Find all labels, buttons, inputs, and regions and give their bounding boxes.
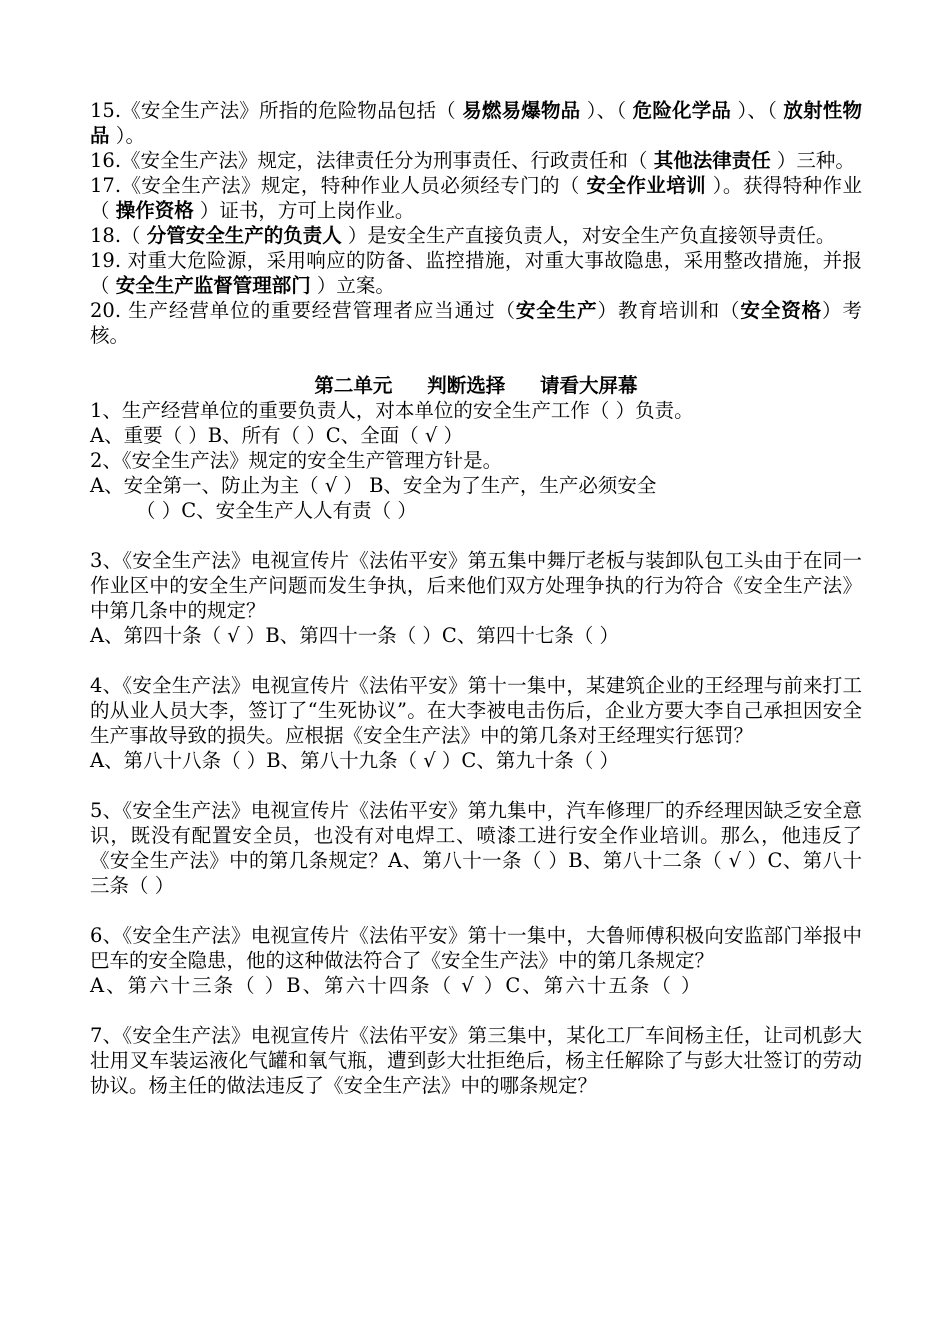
fill-item-text: ）教育培训和（	[597, 299, 741, 322]
fill-item	[90, 248, 862, 298]
fill-item-answer: 分管安全生产的负责人	[146, 224, 342, 247]
fill-item	[90, 148, 862, 173]
question-1: 1、生产经营单位的重要负责人，对本单位的安全生产工作（ ）负责。	[90, 399, 694, 422]
fill-item-text: 18.（	[90, 224, 147, 247]
question-6-options: A、第六十三条（ ）B、第六十四条（ √ ）C、第六十五条（ ）	[90, 974, 703, 997]
fill-item-text: ）三种。	[770, 149, 855, 172]
question-1-options: A、重要（ ）B、所有（ ）C、全面（ √ ）	[90, 424, 464, 447]
fill-item	[90, 223, 862, 248]
heading-type: 判断选择	[427, 374, 506, 397]
heading-unit: 第二单元	[314, 374, 393, 397]
fill-item-answer: 危险化学品	[632, 99, 732, 122]
fill-item-answer: 操作资格	[115, 199, 194, 222]
section-heading	[90, 373, 862, 398]
question-3-options: A、第四十条（ √ ）B、第四十一条（ ）C、第四十七条（ ）	[90, 624, 620, 647]
fill-item-text: ）立案。	[310, 274, 395, 297]
fill-blank-section	[90, 98, 862, 348]
fill-item-answer: 安全生产监督管理部门	[115, 274, 311, 297]
fill-item-answer: 安全资格	[740, 299, 823, 322]
fill-item-answer: 放射性物品	[90, 99, 862, 147]
heading-note: 请看大屏幕	[540, 374, 638, 397]
fill-item-text: ）、（	[731, 99, 784, 122]
question-2-options-line1: A、安全第一、防止为主（ √ ） B、安全为了生产，生产必须安全	[90, 474, 657, 497]
fill-item-text: 15.《安全生产法》所指的危险物品包括（	[90, 99, 463, 122]
question-3: 3、《安全生产法》电视宣传片《法佑平安》第五集中舞厅老板与装卸队包工头由于在同一作业区中的安全生产问题而发生争执，后来他们双方处理争执的行为符合《安全生产法》中第几条中的规定？	[90, 549, 862, 622]
fill-item-answer: 安全作业培训	[586, 174, 707, 197]
fill-item-text: ）。获得特种作业（	[90, 174, 862, 222]
question-7: 7、《安全生产法》电视宣传片《法佑平安》第三集中，某化工厂车间杨主任，让司机彭大壮用叉车装运液化气罐和氧气瓶，遭到彭大壮拒绝后，杨主任解除了与彭大壮签订的劳动协议。杨主任的做法违反了《安全生产法》中的哪条规定？	[90, 1024, 862, 1097]
question-2-options-line2: （ ）C、安全生产人人有责（ ）	[136, 499, 417, 522]
fill-item-answer: 其他法律责任	[653, 149, 771, 172]
fill-item-text: 16.《安全生产法》规定，法律责任分为刑事责任、行政责任和（	[90, 149, 654, 172]
fill-item-text: 17.《安全生产法》规定，特种作业人员必须经专门的（	[90, 174, 587, 197]
document-page	[90, 98, 862, 1098]
question-5: 5、《安全生产法》电视宣传片《法佑平安》第九集中，汽车修理厂的乔经理因缺乏安全意识，既没有配置安全员，也没有对电焊工、喷漆工进行安全作业培训。那么，他违反了《安全生产法》中的第几条规定？A、第八十一条（ ）B、第八十二条（ √ ）C、第八十三条（ ）	[90, 799, 862, 897]
fill-item-text: ）考核。	[90, 299, 862, 347]
fill-item-text: 20. 生产经营单位的重要经营管理者应当通过（	[90, 299, 516, 322]
fill-item	[90, 298, 862, 348]
question-4: 4、《安全生产法》电视宣传片《法佑平安》第十一集中，某建筑企业的王经理与前来打工的从业人员大李，签订了“生死协议”。在大李被电击伤后，企业方要大李自己承担因安全生产事故导致的损失。应根据《安全生产法》中的第几条对王经理实行惩罚？	[90, 674, 862, 747]
fill-item-text: ）是安全生产直接负责人，对安全生产负直接领导责任。	[341, 224, 836, 247]
fill-item-text: ）、（	[580, 99, 633, 122]
fill-item-text: ）证书，方可上岗作业。	[193, 199, 415, 222]
fill-item-answer: 安全生产	[515, 299, 598, 322]
fill-item-answer: 易燃易爆物品	[462, 99, 581, 122]
fill-item	[90, 173, 862, 223]
question-4-options: A、第八十八条（ ）B、第八十九条（ √ ）C、第九十条（ ）	[90, 749, 620, 772]
fill-item-text: 19. 对重大危险源，采用响应的防备、监控措施，对重大事故隐患，采用整改措施，并报（	[90, 249, 862, 297]
question-6: 6、《安全生产法》电视宣传片《法佑平安》第十一集中，大鲁师傅积极向安监部门举报中巴车的安全隐患，他的这种做法符合了《安全生产法》中的第几条规定？	[90, 924, 862, 972]
fill-item-text: ）。	[109, 124, 145, 147]
question-2: 2、《安全生产法》规定的安全生产管理方针是。	[90, 449, 503, 472]
fill-item	[90, 98, 862, 148]
